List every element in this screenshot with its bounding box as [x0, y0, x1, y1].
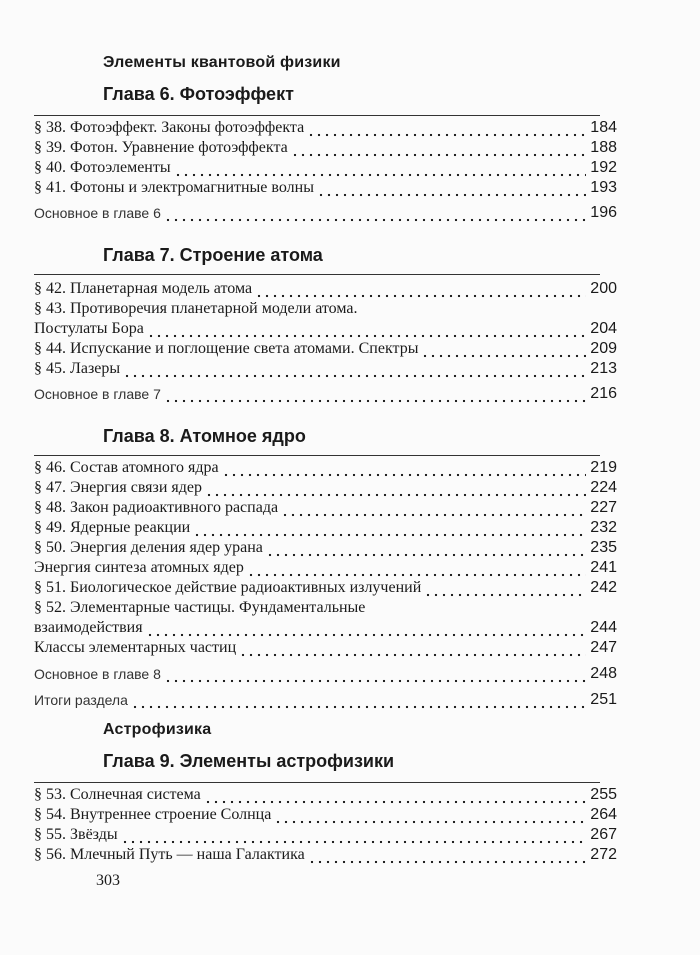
chapter-title-6: Глава 6. Фотоэффект: [103, 84, 294, 104]
chapter-title-7: Глава 7. Строение атома: [103, 245, 323, 265]
toc-entry: § 53. Солнечная система 255: [34, 786, 617, 803]
toc-entry: § 56. Млечный Путь — наша Галактика 272: [34, 846, 617, 863]
toc-entry: Классы элементарных частиц 247: [34, 639, 617, 656]
toc-entry: Постулаты Бора 204: [34, 320, 617, 337]
toc-entry: § 54. Внутреннее строение Солнца 264: [34, 806, 617, 823]
toc-entry: взаимодействия 244: [34, 619, 617, 636]
toc-entry: § 50. Энергия деления ядер урана 235: [34, 539, 617, 556]
toc-entry: § 46. Состав атомного ядра 219: [34, 459, 617, 476]
section-title-astro: Астрофизика: [103, 721, 212, 738]
toc-entry-line: § 52. Элементарные частицы. Фундаментальные: [34, 599, 366, 616]
toc-entry: § 45. Лазеры 213: [34, 360, 617, 377]
chapter-title-8: Глава 8. Атомное ядро: [103, 426, 306, 446]
page-number: 303: [96, 872, 120, 889]
toc-entry: § 42. Планетарная модель атома 200: [34, 280, 617, 297]
chapter-rule: [34, 115, 600, 116]
chapter-title-9: Глава 9. Элементы астрофизики: [103, 751, 395, 771]
toc-results: Итоги раздела 251: [34, 691, 617, 708]
toc-entry: § 48. Закон радиоактивного распада 227: [34, 499, 617, 516]
toc-entry: § 51. Биологическое действие радиоактивных излучений 242: [34, 579, 617, 596]
chapter-rule: [34, 455, 600, 456]
toc-entry: § 41. Фотоны и электромагнитные волны 193: [34, 179, 617, 196]
toc-entry: Энергия синтеза атомных ядер 241: [34, 559, 617, 576]
toc-entry: § 40. Фотоэлементы 192: [34, 159, 617, 176]
toc-entry: § 39. Фотон. Уравнение фотоэффекта 188: [34, 139, 617, 156]
toc-entry: § 44. Испускание и поглощение света атомами. Спектры 209: [34, 340, 617, 357]
chapter-rule: [34, 782, 600, 783]
toc-entry-line: § 43. Противоречия планетарной модели атома.: [34, 300, 358, 317]
toc-entry: § 55. Звёзды 267: [34, 826, 617, 843]
section-title-quantum: Элементы квантовой физики: [103, 54, 341, 71]
chapter-rule: [34, 274, 600, 275]
toc-entry: § 38. Фотоэффект. Законы фотоэффекта 184: [34, 119, 617, 136]
toc-entry: § 47. Энергия связи ядер 224: [34, 479, 617, 496]
toc-entry: § 49. Ядерные реакции 232: [34, 519, 617, 536]
toc-summary: Основное в главе 8 248: [34, 665, 617, 682]
toc-summary: Основное в главе 7 216: [34, 385, 617, 402]
toc-summary: Основное в главе 6 196: [34, 204, 617, 221]
